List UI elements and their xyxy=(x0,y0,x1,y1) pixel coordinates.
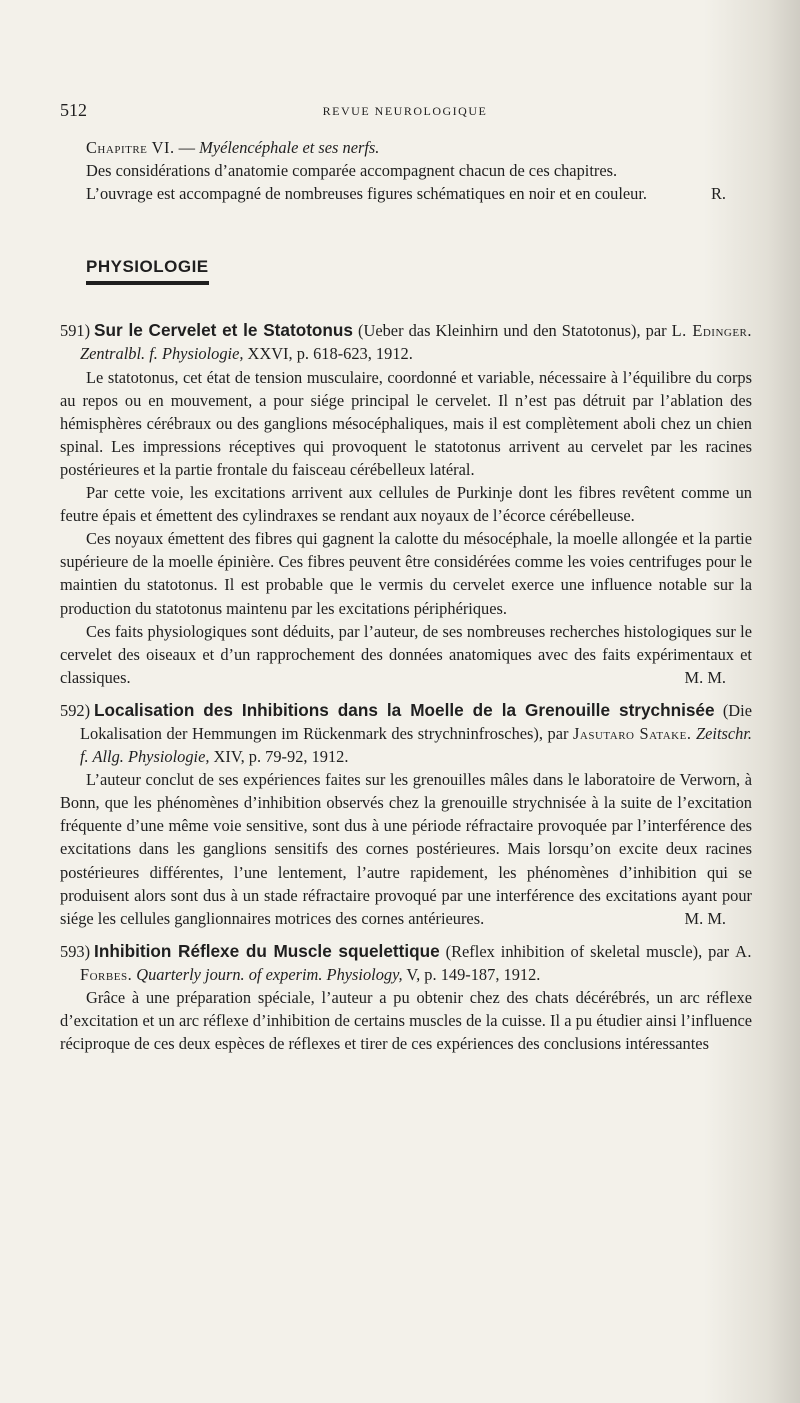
page-number: 512 xyxy=(60,100,87,120)
entry-paragraph-text: L’auteur conclut de ses expériences faites sur les grenouilles mâles dans le laboratoire de Verworn, à Bonn, que les phénomènes d’inhibition observés chez la grenouille strychnisée à la suite de l’excitation fréquente d’une même voie sensitive, sont dus à une période réfractaire provoquée par l’interférence des excitations dans les ganglions sensitifs des cornes postérieures. Mais lorsqu’on excite deux racines postérieures différentes, l’une lentement, l’autre rapidement, les phénomènes d’inhibition qui se produisent alors sont dus à un stade réfractaire provoqué par une interférence des excitations ayant pour siége les cellules ganglionnaires motrices des cornes antérieures. xyxy=(60,770,752,928)
intro-signature: R. xyxy=(710,184,726,204)
entry-paragraph: Ces noyaux émettent des fibres qui gagnent la calotte du mésocéphale, la moelle allongée et la partie supérieure de la moelle épinière. Ces fibres peuvent être considérées comme les voies centrifuges pour le maintien du statotonus. Il est probable que le vermis du cervelet exerce une influence notable sur la production du statotonus maintenu par les excitations périphériques. xyxy=(60,529,752,618)
entry-author: L. Edinger. xyxy=(671,321,752,341)
abstract-entry xyxy=(60,940,752,1055)
entry-title: Localisation des Inhibitions dans la Moelle de la Grenouille strychnisée xyxy=(94,699,715,720)
entry-paragraph-text: Ces faits physiologiques sont déduits, par l’auteur, de ses nombreuses recherches histologiques sur le cervelet des oiseaux et d’un rapprochement des données anatomiques avec des faits expérimentaux et classiques. xyxy=(60,621,752,687)
entry-ref-a: (Reflex inhibition of skeletal muscle), par xyxy=(439,941,736,961)
entry-ref-a: (Ueber das Kleinhirn und den Statotonus), par xyxy=(352,321,672,341)
entry-heading xyxy=(60,940,752,986)
entry-title: Sur le Cervelet et le Statotonus xyxy=(94,320,353,341)
entry-paragraph xyxy=(60,620,752,689)
entry-author: A. Forbes. xyxy=(80,941,753,984)
abstract-entry xyxy=(60,699,752,930)
entry-number: 593) xyxy=(60,941,91,961)
entry-paragraph: Le statotonus, cet état de tension musculaire, coordonné et variable, nécessaire à l’équilibre du corps au repos ou en mouvement, a pour siége principal le cervelet. Il n’est pas détruit par l’ablation des hémisphères cérébraux ou des ganglions mésocéphaliques, mais il est complètement aboli chez un chien spinal. Les impressions réceptives qui provoquent le statotonus arrivent au cervelet par les racines postérieures et la partie frontale du faisceau cérébelleux latéral. xyxy=(60,367,752,479)
entry-journal: Zentralbl. f. Physiologie, xyxy=(80,344,244,364)
intro-paragraph-1: Des considérations d’anatomie comparée accompagnent chacun de ces chapitres. xyxy=(86,161,618,181)
chapter-title: Myélencéphale et ses nerfs. xyxy=(199,138,380,157)
intro-paragraph-2-text: L’ouvrage est accompagné de nombreuses figures schématiques en noir et en couleur. xyxy=(86,184,648,204)
entry-ref-b: V, p. 149-187, 1912. xyxy=(402,964,541,984)
section-title: PHYSIOLOGIE xyxy=(86,255,209,285)
intro-paragraph-2 xyxy=(60,182,752,205)
entry-paragraph: Par cette voie, les excitations arrivent aux cellules de Purkinje dont les fibres revêtent comme un feutre épais et émettent des cylindraxes se rendant aux noyaux de l’écorce cérébelleuse. xyxy=(60,483,752,526)
entry-signature: M. M. xyxy=(684,667,726,687)
entry-journal: Zeitschr. f. Allg. Physiologie, xyxy=(80,723,753,767)
entry-ref-b: XXVI, p. 618-623, 1912. xyxy=(243,344,413,364)
entry-ref-a: (Die Lokalisation der Hemmungen im Rückenmark des strychninfrosches), par xyxy=(80,700,752,743)
entry-paragraph: Grâce à une préparation spéciale, l’auteur a pu obtenir chez des chats décérébrés, un arc réflexe d’excitation et un arc réflexe d’inhibition de certains muscles de la cuisse. Il a pu étudier ainsi l’influence réciproque de ces deux espèces de réflexes et tirer de ces expériences des conclusions intéressantes xyxy=(60,988,752,1054)
entry-ref-b: XIV, p. 79-92, 1912. xyxy=(209,747,349,767)
entry-heading xyxy=(60,699,752,768)
entry-journal: Quarterly journ. of experim. Physiology, xyxy=(132,964,403,984)
page-body xyxy=(60,136,752,1055)
entry-heading xyxy=(60,319,752,365)
entry-title: Inhibition Réflexe du Muscle squelettique xyxy=(94,940,440,961)
page-header xyxy=(60,100,750,124)
entry-number: 591) xyxy=(60,321,91,341)
running-title: REVUE NEUROLOGIQUE xyxy=(322,104,488,118)
chapter-label: Chapitre VI. xyxy=(86,138,175,157)
entry-signature: M. M. xyxy=(684,908,726,928)
chapter-dash: — xyxy=(174,138,200,157)
entry-author: Jasutaro Satake. xyxy=(573,723,692,743)
abstract-entry xyxy=(60,319,752,689)
chapter-line xyxy=(60,136,752,159)
entry-paragraph xyxy=(60,768,752,930)
entry-number: 592) xyxy=(60,700,91,720)
